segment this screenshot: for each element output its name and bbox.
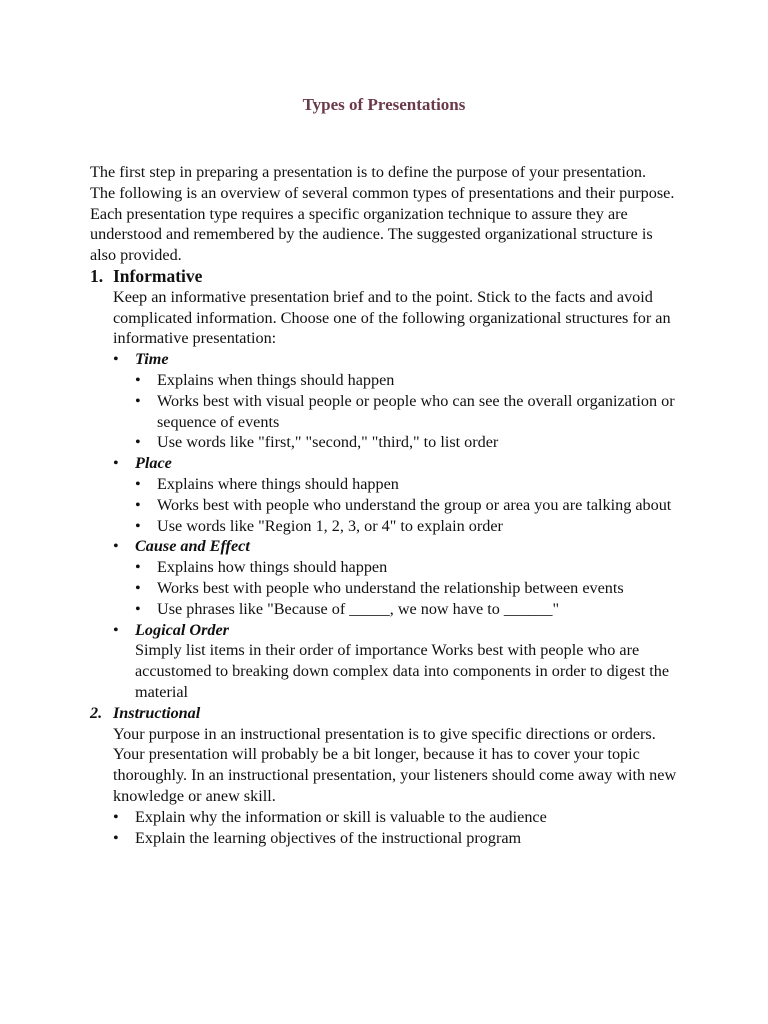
list-item [135,516,680,537]
list-item-text: Explains when things should happen [157,370,395,389]
cause-sublist [135,557,680,619]
bullet-icon: • [135,516,141,535]
list-item-time [113,349,680,453]
list-item-text: Works best with people who understand the group or area you are talking about [157,495,672,514]
bullet-icon: • [135,474,141,493]
list-item [113,807,680,828]
list-item [135,474,680,495]
bullet-icon: • [135,558,141,577]
list-item-text: Explains where things should happen [157,474,399,493]
list-item-text: Explain why the information or skill is valuable to the audience [135,807,547,826]
subheading-time: Time [135,350,169,369]
section-informative [90,266,680,703]
list-item-text: Use words like "first," "second," "third," to list order [157,433,499,452]
list-item-text: Explains how things should happen [157,558,388,577]
list-item [135,495,680,516]
subheading-logical-order: Logical Order [135,620,229,639]
bullet-icon: • [135,370,141,389]
list-item-text: Use words like "Region 1, 2, 3, or 4" to explain order [157,516,503,535]
section-text: Your purpose in an instructional presentation is to give specific directions or orders. Your presentation will probably be a bit longer, because it has to cover your topic thoroughly. In an instructional presentation, your listeners should come away with new knowledge or anew skill. [113,724,677,805]
bullet-icon: • [113,828,119,847]
list-item-text: Works best with people who understand the relationship between events [157,578,624,597]
bullet-icon: • [113,537,119,556]
section-heading: Instructional [113,703,201,722]
list-item [135,578,680,599]
section-instructional [90,703,680,849]
structure-list [113,349,680,703]
list-item [135,432,680,453]
bullet-icon: • [113,620,119,639]
page-title: Types of Presentations [302,95,466,114]
bullet-icon: • [135,433,141,452]
intro-paragraph-1: The first step in preparing a presentation is to define the purpose of your presentation. [90,163,647,181]
section-text: Keep an informative presentation brief and to the point. Stick to the facts and avoid complicated information. Choose one of the following organizational structures for an informative presentation: [113,287,671,348]
list-item [135,391,680,433]
section-number: 2. [90,703,103,722]
subheading-cause-effect: Cause and Effect [135,537,250,556]
bullet-icon: • [135,578,141,597]
place-sublist [135,474,680,536]
list-item [135,557,680,578]
bullet-icon: • [135,599,141,618]
document-body [90,162,680,848]
section-heading: Informative [113,265,203,286]
list-item-text: Works best with visual people or people who can see the overall organization or sequence of events [157,391,675,431]
list-item-place [113,453,680,536]
bullet-icon: • [113,350,119,369]
list-item [135,599,680,620]
time-sublist [135,370,680,453]
list-item-text: Explain the learning objectives of the instructional program [135,828,522,847]
intro-paragraph-2: The following is an overview of several common types of presentations and their purpose. Each presentation type requires a specific organization technique to assure they are understood and remembered by the audience. The suggested organizational structure is also provided. [90,183,675,265]
logical-order-text: Simply list items in their order of importance Works best with people who are accustomed to breaking down complex data into components in order to digest the material [135,641,670,701]
list-item [135,370,680,391]
instructional-list [113,807,680,849]
list-item [113,828,680,849]
list-item-cause-effect [113,536,680,619]
section-number: 1. [90,265,104,286]
list-item-logical-order [113,620,680,703]
bullet-icon: • [135,495,141,514]
list-item-text: Use phrases like "Because of _____, we now have to ______" [157,599,560,618]
bullet-icon: • [113,454,119,473]
bullet-icon: • [113,807,119,826]
bullet-icon: • [135,391,141,410]
subheading-place: Place [135,454,172,473]
